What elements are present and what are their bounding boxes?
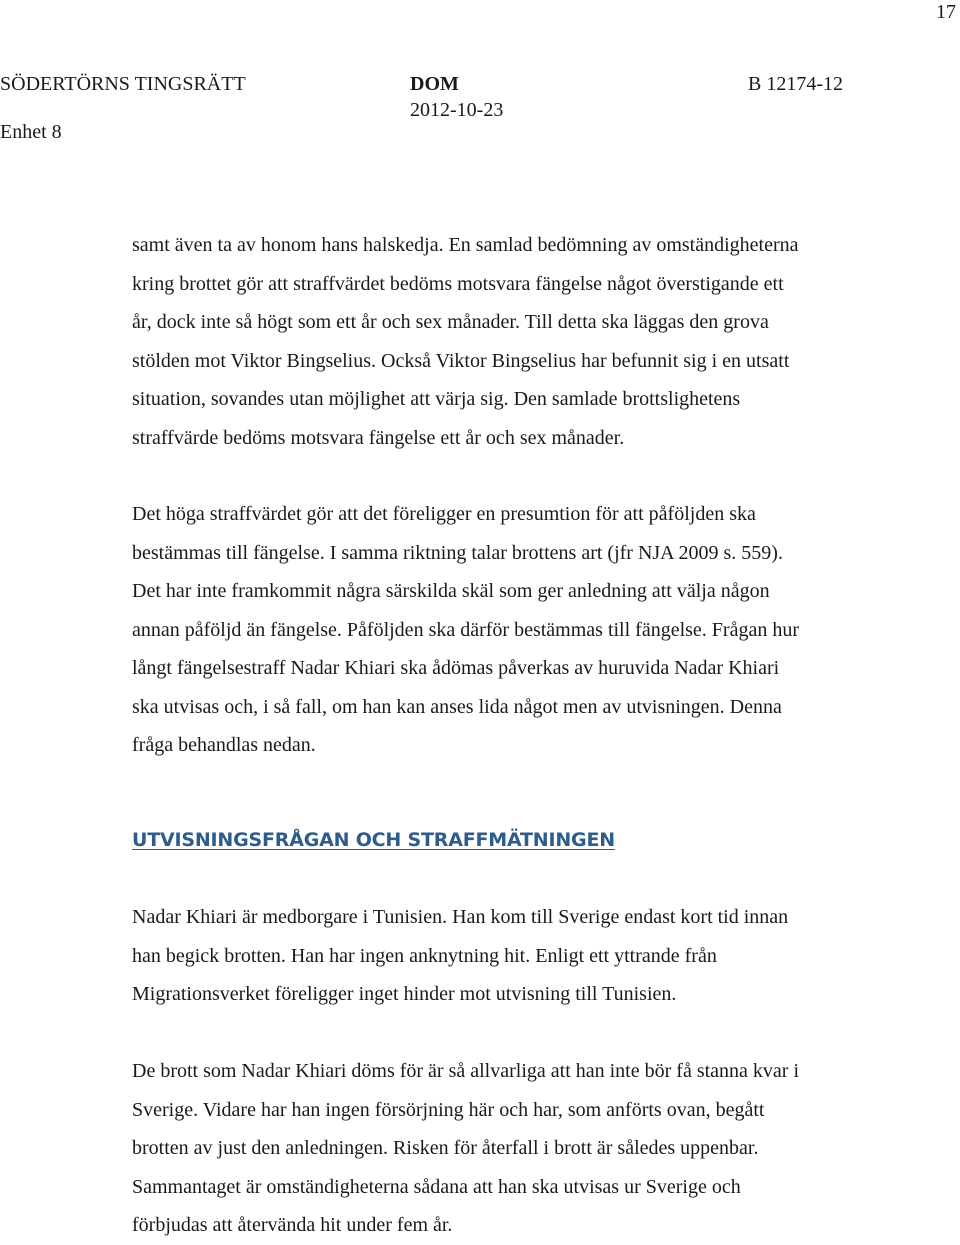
text-line: Nadar Khiari är medborgare i Tunisien. Han kom till Sverige endast kort tid innan [132,906,789,928]
text-line: kring brottet gör att straffvärdet bedöms motsvara fängelse något överstigande ett [132,272,784,295]
text-line: samt även ta av honom hans halskedja. En samlad bedömning av omständigheterna [132,234,799,256]
text-line: Sverige. Vidare har han ingen försörjning här och har, som anförts ovan, begått [132,1098,765,1121]
text-line: Det höga straffvärdet gör att det föreligger en presumtion för att påföljden ska [132,503,756,525]
paragraph [132,226,892,457]
text-line: fråga behandlas nedan. [132,734,316,756]
paragraph [132,898,892,1014]
text-line: ska utvisas och, i så fall, om han kan anses lida något men av utvisningen. Denna [132,695,782,718]
page-number: 17 [936,1,956,23]
text-line: Sammantaget är omständigheterna sådana att han ska utvisas ur Sverige och [132,1175,741,1198]
text-line: Det har inte framkommit några särskilda skäl som ger anledning att välja någon [132,580,770,602]
text-line: brotten av just den anledningen. Risken för återfall i brott är således uppenbar. [132,1137,759,1159]
text-line: långt fängelsestraff Nadar Khiari ska ådömas påverkas av huruvida Nadar Khiari [132,657,780,679]
text-line: situation, sovandes utan möjlighet att värja sig. Den samlade brottslighetens [132,388,741,410]
case-number: B 12174-12 [748,73,843,95]
document-type: DOM [410,73,459,95]
text-line: bestämmas till fängelse. I samma riktning talar brottens art (jfr NJA 2009 s. 559). [132,541,783,564]
court-name: SÖDERTÖRNS TINGSRÄTT [0,73,246,95]
text-line: förbjudas att återvända hit under fem år. [132,1214,453,1236]
document-date: 2012-10-23 [410,99,504,121]
paragraph [132,495,892,765]
text-line: annan påföljd än fängelse. Påföljden ska därför bestämmas till fängelse. Frågan hur [132,618,800,641]
text-line: stölden mot Viktor Bingselius. Också Viktor Bingselius har befunnit sig i en utsatt [132,349,790,372]
court-unit: Enhet 8 [0,121,62,143]
paragraph [132,1052,892,1245]
text-line: De brott som Nadar Khiari döms för är så allvarliga att han inte bör få stanna kvar i [132,1060,800,1082]
text-line: år, dock inte så högt som ett år och sex månader. Till detta ska läggas den grova [132,311,769,333]
text-line: straffvärde bedöms motsvara fängelse ett år och sex månader. [132,426,625,449]
text-line: han begick brotten. Han har ingen anknytning hit. Enligt ett yttrande från [132,944,717,967]
section-heading: UTVISNINGSFRÅGAN OCH STRAFFMÄTNINGEN [132,829,615,851]
text-line: Migrationsverket föreligger inget hinder mot utvisning till Tunisien. [132,983,677,1005]
